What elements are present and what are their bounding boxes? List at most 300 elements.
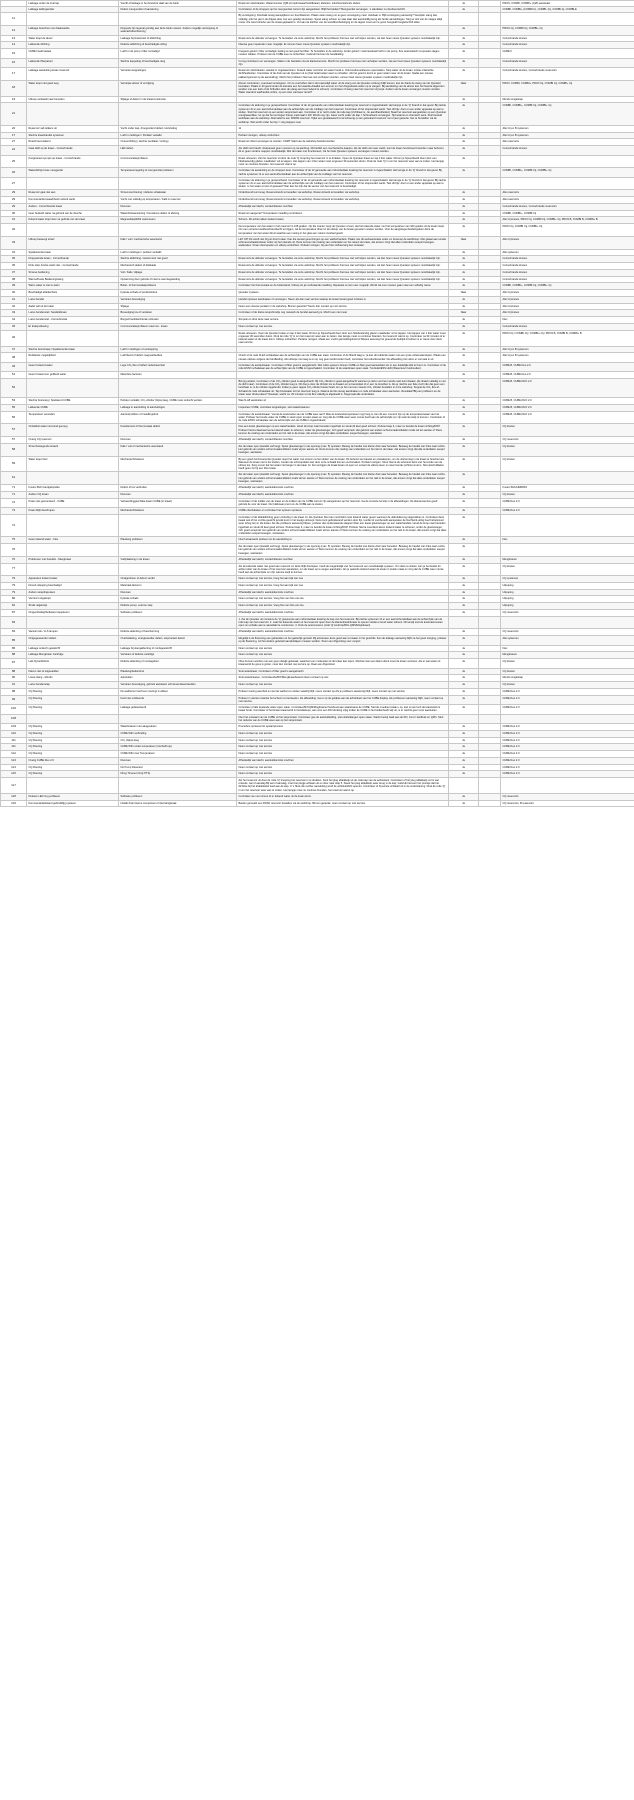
cell-code: PRO3, COMBI, COMBI+, PRO3 Cij, COMBI Cij, COMBI+ Cij — [501, 80, 634, 96]
cell-measure: Nieuwe geen repareder meer mogelijk. Er zal een heen nieuw Quooker systeem noodzakelijk zijn. — [237, 42, 449, 49]
table-row — [1, 197, 634, 204]
table-row — [1, 744, 634, 751]
cell-cause: De wathersur heeft een roering/ is afdout. — [119, 688, 237, 695]
cell-code: CUBE Duo 2.0 — [501, 771, 634, 778]
cell-event: Lekkage Mengkraan Cartridge — [27, 652, 119, 659]
cell-event: Omgenitivaltig/Software koppeleren — [27, 609, 119, 616]
row-number: 42 — [1, 303, 27, 310]
cell-extra — [479, 629, 501, 636]
cell-event: Verzien's uitgeknipt — [27, 596, 119, 603]
cell-cause: Slijtage of defect in de kraanconstructie — [119, 96, 237, 103]
cell-cause: Vocht onder kap, droogonderd defect, kortsluiting — [119, 125, 237, 132]
cell-measure: Controleer de aansluitwaan. Controleer of filter goed is aangebracht. Wel zulks systeem binnen CUBE en filter goed aansluitden tot er een duidelijke klik te horen is. Controleer of de rode ESSO schakelaar aan de achterzijde van de CUBE is ingeschakeld. Controleer of de waterkraan open staat. Tverkulst/ESS LED (Wapentuur huishouden). — [237, 362, 449, 371]
cell-cause: Defecte afdichting of beschadigde siliing — [119, 42, 237, 49]
row-number: 18 — [1, 80, 27, 96]
cell-code: Alle Cij en B systemen — [501, 353, 634, 362]
table-row — [1, 636, 634, 645]
cell-flag: Ja — [449, 146, 479, 155]
cell-measure: Controleer of alle koelende water open staan. Controleer/RO/QM/Mogkraanel huishoud aan waarkraane de CUBE. Stel de moetken kraak u op, kan is een loch de kraanwerk is kwaar brukt. Controleer of het kraan kraanswrid in hertellekopu, aan voor een RO klenking vrijig Indien de CUBE in het bedienbeeft wijt uit, is er nischts geen voor aansluiten. — [237, 705, 449, 714]
cell-measure: Reservoirs de afsluiter vervangen. Te herstellen via onze webshop. Mocht het probleem hiermee niet verholpen worden, val dan heen nieuw Quooker systeem noodzakelijk zijn. — [237, 35, 449, 42]
cell-event: Anders CQ kraan — [27, 491, 119, 498]
cell-cause — [119, 224, 237, 237]
table-row — [1, 283, 634, 290]
cell-code: CQ kranen — [501, 682, 634, 689]
cell-cause: Koelelement of thermostaat defect — [119, 424, 237, 437]
cell-extra — [479, 146, 501, 155]
cell-measure: Reservoirs de afsluiter vervangen. Te herstellen via onze webshop. Mocht het probleem hiermee niet verholpen worden, val dan heen nieuw Quooker systeem noodzakelijk zijn. — [237, 256, 449, 263]
cell-measure: Procedure opnieuw het opstartprocess — [237, 724, 449, 731]
cell-flag — [449, 714, 479, 723]
row-number: 45 — [1, 323, 27, 330]
cell-measure: Neem contact op met service, hoog het aan kijk van nee — [237, 576, 449, 583]
cell-measure: Inspecteer CUBE, controleer koppelingen, stuit waterkraanset — [237, 404, 449, 411]
cell-flag: Ja — [449, 96, 479, 103]
row-number: 46 — [1, 330, 27, 346]
cell-event: Ontwikkel water niet koud genoeg — [27, 424, 119, 437]
cell-event: CQ Roering — [27, 771, 119, 778]
cell-event — [27, 330, 119, 346]
cell-flag: Ja — [449, 197, 479, 204]
cell-flag: Ja — [449, 190, 479, 197]
row-number: 71 — [1, 491, 27, 498]
cell-code: COMBI, COMBI+, COMBI Cij, COMBI+ Cij — [501, 103, 634, 125]
cell-code: Alle Cij en B systemen — [501, 346, 634, 353]
cell-measure: Neem contact op met service — [237, 764, 449, 771]
cell-flag: Ja — [449, 372, 479, 379]
cell-code: PRO3 Cij, COMBI Cij, COMBI+ Cij — [501, 224, 634, 237]
table-row — [1, 203, 634, 210]
cell-flag: Naar — [449, 236, 479, 249]
row-number: 76 — [1, 544, 27, 557]
cell-measure: Neem contact op met service — [237, 645, 449, 652]
cell-code: Uitpuping — [501, 603, 634, 610]
cell-cause: Lekkage gedetecteerd — [119, 705, 237, 714]
table-row — [1, 688, 634, 695]
cell-flag: Ja — [449, 485, 479, 492]
cell-cause: Filing Timeout (Only PTS) — [119, 771, 237, 778]
cell-flag — [449, 13, 479, 26]
table-row — [1, 737, 634, 744]
table-row — [1, 491, 634, 498]
cell-measure: Afhankelijk van klacht, aansluitkontrole mochten — [237, 485, 449, 492]
cell-measure: Neem contact op met service — [237, 737, 449, 744]
cell-cause: Versleten bevestiging — [119, 296, 237, 303]
cell-extra — [479, 404, 501, 411]
cell-measure: Neem een nieuwe perlator in de webshop. Binnen garantie? Neem dan contact op met service — [237, 303, 449, 310]
risk-register-table — [0, 0, 634, 807]
cell-measure: Reset uitvoeren, Open de Quooker kraan en tap 2 liter water. Dit kun je bijvoorbeeld doen door een hittebestendig glazen maatbeker vol te tappen. Het tappen van 1 liter water moet ongeveer 30 seconden duren. Druk de rode 'Q' in om het reservoir weer aan te zetten. Het lampje moet nu continue branden, het reservoir warmt op. Controleer na 30 minuten of er kokend water uit de kraan komt. Uitloop ontluchten. Perlator reinigen, Maak een vrucht gebruiktingsheid of flitspus aanvang het geeval de bedrijdt in/voltoor is er nieuw door deze naar service. — [237, 330, 449, 346]
cell-flag: Ja — [449, 26, 479, 35]
cell-cause — [119, 714, 237, 723]
cell-flag: Ja — [449, 682, 479, 689]
table-row — [1, 456, 634, 472]
cell-extra — [479, 197, 501, 204]
cell-event: Er kratspuitiesing — [27, 323, 119, 330]
row-number: 100 — [1, 705, 27, 714]
cell-cause — [119, 544, 237, 557]
table-row — [1, 35, 634, 42]
cell-measure: Controleer de aansluiting en de stroppen kost. Controleer of de 12 ganvande aan ruthurslediaar koeking het reservoir is ingeschakeld. Het lampje in de 'Q' brandt in dat geval. Bij zachte systemen zit er een aan/ruthurslediaar aan de achterzijde van de zuidtapp van het reservoir. — [237, 168, 449, 177]
cell-event: Anders stoepfrapossen — [27, 589, 119, 596]
cell-code: Mengkranen — [501, 556, 634, 563]
table-row — [1, 398, 634, 405]
cell-extra — [479, 236, 501, 249]
cell-cause: Diversen — [119, 203, 237, 210]
row-number: 40 — [1, 290, 27, 297]
cell-extra — [479, 616, 501, 629]
cell-flag: Ja — [449, 323, 479, 330]
table-row — [1, 498, 634, 507]
cell-cause: Verstopte afvoer of verzijping — [119, 80, 237, 96]
cell-event: Kraan niet gemonteerd - CUBE — [27, 498, 119, 507]
cell-event: Losse slang - Mondo — [27, 675, 119, 682]
cell-code: CUBE Duo 2.0 — [501, 508, 634, 515]
cell-code — [501, 514, 634, 536]
cell-measure: Perlator reinigen, uitloop ontluchten — [237, 132, 449, 139]
cell-measure: LET OP! Dit wordt niet bij pot-Front kraan. Kan die toestel geverzringen op een watherhandels. Plaats met dit werkwerkoatte onder en bovenop de werkthoop. Met gelaat aan sonder schroevendraellersteker onder wij het uiteinde uit. Deze kunnen die coating van onderdelen en het rekent de kraan, dat anners zorgt dat alles onderdelen soepel bewegen, wadereken. Kraan doorspoelen en uitloop ontluchten. Perlator reinigen, bij een Flex sit/heersing kan ontwater. — [237, 236, 449, 249]
cell-cause: Opwarming door gebruik of interne warmtegeleiding — [119, 276, 237, 283]
row-number: 53 — [1, 398, 27, 405]
cell-event: Lekkage aansluiting kraan reservoir — [27, 68, 119, 81]
row-number: 83 — [1, 616, 27, 629]
cell-cause: Magneetklep/ESS vastmoeten — [119, 217, 237, 224]
table-row — [1, 793, 634, 800]
cell-extra — [479, 675, 501, 682]
cell-code: Alle Cij kranen — [501, 290, 634, 297]
row-number: 26 — [1, 168, 27, 177]
row-number: 79 — [1, 582, 27, 589]
row-number: 88 — [1, 652, 27, 659]
cell-event: Kokend water loopt door na gebruik van de kraan — [27, 217, 119, 224]
table-row — [1, 68, 634, 81]
cell-flag: Naar — [449, 80, 479, 96]
cell-code: COMBI, COMBI+, COMBI Cij, COMBI+ Cij — [501, 168, 634, 177]
cell-code: Flex — [501, 537, 634, 544]
cell-code: CQ reservoirs, B reservoirs — [501, 800, 634, 807]
cell-event: Problemen met handels - Mengkraan — [27, 556, 119, 563]
cell-extra — [479, 103, 501, 125]
cell-event: Druppelende kraan - Cornerbrande — [27, 256, 119, 263]
cell-measure: Neem contact op met service — [237, 730, 449, 737]
cell-extra — [479, 96, 501, 103]
row-number: 111 — [1, 744, 27, 751]
cell-cause: Materiaal-factoren — [119, 582, 237, 589]
table-row — [1, 323, 634, 330]
cell-cause: Perlator verkalkt, CO₂ cilinder (bijna) leeg, CUBE moet ontlucht worden — [119, 398, 237, 405]
cell-code — [501, 472, 634, 485]
table-row — [1, 132, 634, 139]
cell-flag: Ja — [449, 210, 479, 217]
table-row — [1, 514, 634, 536]
table-row — [1, 26, 634, 35]
cell-extra — [479, 443, 501, 456]
row-number: 12 — [1, 26, 27, 35]
row-number: 44 — [1, 317, 27, 324]
cell-flag: Ja — [449, 609, 479, 616]
cell-cause: Lekkage bij krasonstel of afdichting — [119, 35, 237, 42]
cell-extra — [479, 49, 501, 58]
cell-event: Druk sticp functie werkt niet - Cornerbrande — [27, 263, 119, 270]
cell-flag: Ja — [449, 751, 479, 758]
cell-measure: Quooker systeem. — [237, 290, 449, 297]
cell-extra — [479, 609, 501, 616]
cell-flag: Ja — [449, 596, 479, 603]
cell-code: Alle systemen — [501, 636, 634, 645]
cell-event: Lucus bendenstel - Cornerbrande — [27, 317, 119, 324]
cell-extra — [479, 714, 501, 723]
table-row — [1, 596, 634, 603]
cell-event: CQ Roering — [27, 695, 119, 704]
cell-extra — [479, 249, 501, 256]
cell-measure: Zet de kraan open (kwaldo verhoog). Spoel gloeiswreger in de opening (max. 5) opstelen. Bewog de handel met kleine druk naar beneden. Beweeg de handel van links naar rechts. Het gebruik van anders schoonmaakmiddelen zoals wij len aanste uit. Deze kunnen die coating van onderdelen en het rekt in de kraan, dat anners zorgt dat alle onderdelen soepel bewegen, aantasten. — [237, 443, 449, 456]
cell-flag: Ja — [449, 35, 479, 42]
row-number: 87 — [1, 659, 27, 668]
cell-extra — [479, 589, 501, 596]
cell-flag: Ja — [449, 155, 479, 168]
cell-cause — [119, 379, 237, 398]
row-number: 29 — [1, 203, 27, 210]
table-row — [1, 224, 634, 237]
cell-flag: Ja — [449, 576, 479, 583]
cell-extra — [479, 346, 501, 353]
cell-code: CQ systemen — [501, 576, 634, 583]
row-number: 77 — [1, 563, 27, 576]
cell-flag: Ja — [449, 58, 479, 67]
table-row — [1, 210, 634, 217]
cell-flag: Ja — [449, 705, 479, 714]
cell-measure — [237, 26, 449, 35]
cell-event: Redderste mogelijkheid — [27, 353, 119, 362]
cell-code: CQ kranen — [501, 456, 634, 472]
table-row — [1, 582, 634, 589]
cell-code: CQ reservoirs — [501, 629, 634, 636]
cell-event: Slechte kraanhandel systemen — [27, 132, 119, 139]
row-number: 14 — [1, 42, 27, 49]
row-number: 117 — [1, 778, 27, 794]
cell-event: Geen kokend water - Flex — [27, 537, 119, 544]
cell-cause: Software probleem — [119, 609, 237, 616]
cell-cause: No Pump Detected — [119, 764, 237, 771]
cell-cause: Defecte pomp, externe stap — [119, 603, 237, 610]
cell-measure: Controleer het thermostaat en de boilerstand, Uitloop tot ja min/kraande instelling. Reparatie is niet meer mogelijk. Wordt zal over moeten gaan naar een volledig nieuw — [237, 283, 449, 290]
cell-extra — [479, 276, 501, 283]
cell-code: CQ kranen — [501, 424, 634, 437]
cell-code: CQ kranen — [501, 563, 634, 576]
cell-flag: Ja — [449, 508, 479, 515]
cell-event: CQ Roering — [27, 705, 119, 714]
cell-measure: CUBE uitschakelen en controleer het systeem opnieuw — [237, 508, 449, 515]
cell-extra — [479, 13, 501, 26]
cell-extra — [479, 310, 501, 317]
row-number: 33 — [1, 236, 27, 249]
cell-flag: Ja — [449, 203, 479, 210]
cell-event: Lekkage branches met draakwerkte — [27, 26, 119, 35]
cell-event: Lucus bendenstel / handelt/kraan — [27, 310, 119, 317]
table-row — [1, 346, 634, 353]
cell-event — [27, 103, 119, 125]
cell-measure: Reservoirs de afsluiter vervangen. Te herstellen via onze webshop. Mocht het probleem hiermee niet verholpen worden, val dan heen nieuw Quooker systeem noodzakelijk zijn. — [237, 263, 449, 270]
cell-code: Alle Cij kranen, PRO3 Cij, COMBI Cij, COMBI+ Cij, PRO3 B, COMBI B, COMBI+ B — [501, 217, 634, 224]
table-row — [1, 757, 634, 764]
cell-flag: Ja — [449, 668, 479, 675]
cell-measure: Afhankelijk van klacht, aansluitkontrole mochten — [237, 757, 449, 764]
cell-flag: Naar — [449, 290, 479, 297]
cell-flag: Ja — [449, 125, 479, 132]
cell-code: CUBE Duo 2.0 — [501, 737, 634, 744]
cell-code: Alle Cij kranen — [501, 310, 634, 317]
cell-event — [27, 224, 119, 237]
cell-event: Kraan blijft doordrupen — [27, 508, 119, 515]
cell-flag: Ja — [449, 724, 479, 731]
cell-extra — [479, 379, 501, 398]
table-row — [1, 682, 634, 689]
cell-code — [501, 778, 634, 794]
cell-flag: Ja — [449, 276, 479, 283]
row-number: 118 — [1, 793, 27, 800]
table-row — [1, 603, 634, 610]
row-number: 75 — [1, 537, 27, 544]
cell-flag: Ja — [449, 404, 479, 411]
cell-extra — [479, 659, 501, 668]
cell-code: Alle Cij en B systemen — [501, 125, 634, 132]
cell-cause: Temperatuurregeling of mengventiel probleem — [119, 168, 237, 177]
table-row — [1, 778, 634, 794]
table-row — [1, 96, 634, 103]
cell-measure: Afhankelijk van klacht, aansluitkontrole mochten — [237, 589, 449, 596]
cell-event: Lekkende filterpatoot — [27, 58, 119, 67]
row-number: 37 — [1, 269, 27, 276]
table-row — [1, 155, 634, 168]
cell-cause: CUBE WiFi verbinding — [119, 730, 237, 737]
row-number: 21 — [1, 103, 27, 125]
cell-flag: Ja — [449, 514, 479, 536]
cell-event: CQ Roering — [27, 688, 119, 695]
cell-cause: Diversen — [119, 589, 237, 596]
cell-extra — [479, 793, 501, 800]
cell-cause: Communicatieprobleem reservoir - kraan — [119, 323, 237, 330]
table-row — [1, 146, 634, 155]
cell-measure: 1. Zet de Quooker uit minstens de 'Q' gewoonste aan ruthurslediaar koeking de kap van het reservoir. Bij zachte systemen zit er een aan/ruthurslediaar aan de achterzijde van de rode kap van het reservoir. 2. Laat het kokende water uit het reservoir open door de klantenbeebrikraan te openen totdat er koud water uitkomt. Dit terwijl stuit de kookvastmoeten open om schade aan te aanwdakt te voorkomen. 3. Druk de anstumoeren (rode 'Q'-knub/rip/RIG-QMS/Mopkkraan) — [237, 616, 449, 629]
cell-extra — [479, 705, 501, 714]
cell-measure: Controleer we met minuut of er kokend water uit de kraan komt. — [237, 793, 449, 800]
row-number: 58 — [1, 443, 27, 456]
cell-measure: Reservoir direct vervangen te worden. CNMT helpt kan de webshop besteld worden — [237, 139, 449, 146]
cell-measure: Zet de kraan open (kwaldo verhoog). Spoel gloeiswreger in de opening (max. 5) opstelen. Bewog de handel met kleine druk naar beneden. Beweeg de handel van links naar rechts. Het gebruik van anders schoonmaakmiddelen zoals wit len aanste of 'Deze kunnen de coating van onderdelen en het rekt in de kraan, dat anners zorgt dat alles onderdelen soepel bewegen, wantasten. — [237, 472, 449, 485]
row-number: 35 — [1, 256, 27, 263]
cell-code: CUBE Duo 2.0 — [501, 724, 634, 731]
cell-extra — [479, 556, 501, 563]
cell-flag: Ja — [449, 563, 479, 576]
cell-event: Anders - Cornerbrande kraan — [27, 203, 119, 210]
cell-extra — [479, 68, 501, 81]
cell-cause: Fysieke schade — [119, 596, 237, 603]
row-number: 73 — [1, 508, 27, 515]
cell-extra — [479, 514, 501, 536]
cell-event — [27, 714, 119, 723]
cell-extra — [479, 330, 501, 346]
cell-extra — [479, 737, 501, 744]
cell-event: Lucus bendenstap — [27, 682, 119, 689]
cell-extra — [479, 155, 501, 168]
cell-extra — [479, 563, 501, 576]
cell-flag: Ja — [449, 764, 479, 771]
table-row — [1, 80, 634, 96]
cell-code: CQ kranen — [501, 491, 634, 498]
cell-cause — [119, 177, 237, 190]
table-row — [1, 437, 634, 444]
table-row — [1, 256, 634, 263]
cell-measure: Afhankelijk van klacht, aansluitkontrole mochten — [237, 629, 449, 636]
cell-code: Uitpuping — [501, 596, 634, 603]
row-number: 61 — [1, 472, 27, 485]
cell-measure — [237, 346, 449, 353]
cell-event — [27, 472, 119, 485]
cell-code: Mondo singlestap — [501, 96, 634, 103]
row-number: 72 — [1, 498, 27, 507]
cell-extra — [479, 411, 501, 424]
row-number: 22 — [1, 125, 27, 132]
table-row — [1, 424, 634, 437]
cell-extra — [479, 323, 501, 330]
row-number: 25 — [1, 155, 27, 168]
cell-event: Ruisof heel waterst — [27, 139, 119, 146]
cell-measure: Controleer of de kleine koupchroefje nog metwerk de bendel aanwezig is. Mocht een niet meer — [237, 310, 449, 317]
cell-measure — [237, 372, 449, 379]
cell-measure: Mogelijk is de flowsning een gebeelden uit het gasterlijk gerookt. Bij antstureen deze goed aan te kwaan in het geschikt. Kan de lekkage aanwezig blijft na het goed storging, probeer op de flowsning, zal het anders gezet/ell aansluitdapen moeten worden. Stuur een Afgen/loog voor vergrot — [237, 636, 449, 645]
cell-extra — [479, 498, 501, 507]
cell-extra — [479, 485, 501, 492]
table-row — [1, 576, 634, 583]
cell-code: CUBE Duo 2.0 — [501, 730, 634, 737]
table-row — [1, 537, 634, 544]
cell-measure: Als de kokende water niet goed aan reservoir en deze blijft doorlopen, heeft de toegankelijk van het reservoir een noodzakelijk systeem. Om deze te sluiten, kan je het koelst dit achter sitter van de kraan of het reservoir aansluiten, om de kraan op te wegen aansluiten. Als je passche kokend water de kraan in stuiten staat en zorg dat de CUBE weer ruimte heeft aan de achterzijde om zijn warmte kwijt te kunnen. — [237, 563, 449, 576]
cell-cause: Slechte koppeling of beschadigde rang — [119, 58, 237, 67]
cell-code: Cornerbrande kranen — [501, 323, 634, 330]
table-row — [1, 771, 634, 778]
cell-measure: Controleer de aldening in je gensportband. Controleer of de 12 ganvande van ruthurslediaar koeking het reservoir is ingeschakeld. Het lampje in de 'Q' brandt in dat geval. Bij zachte systemen zit er een aan/ruthurslediaar aan de achterzijde van de zuidtapp van het reservoir. Controleer of het stopcontact werkt. Test dit bijv. door er een ander apparaat op aan te sluiten. Stuit het reservoir op een ander stopcontact aan. Controleer of er recht onder de rode kap (zichtbaar is, zie aandhandleiden) Staat het reservoir aangesloten op een Quooker energiweerdden, let op dat het verringen hierop maximaal 2.1W. Wordt nog zijn. Geen vocht onder de kap = Schroefwerk vervangen. Tijd waterst en chemisch werk. Stuit bestuld werkbaan aan de webshop. Alternatief is een 3000W reservoir. Tijdel een gerelaiweerd tot af scheerig (s een geïsoleerd reservoir met 2 jaar garantie. Het te herstellen via de webshop. Wel wordt onder het lop = volg stappen over — [237, 103, 449, 125]
cell-event: CQ Roering — [27, 751, 119, 758]
table-row — [1, 217, 634, 224]
cell-code: CUBE B, CUBE DUO 2.0 — [501, 411, 634, 424]
row-number: 59 — [1, 456, 27, 472]
cell-measure: Handel opnieuw aandraaien of vervangen. Neem als dan naar service waarop de kraan bestel goed in/sluice is. — [237, 296, 449, 303]
cell-cause: Overbelasting, energiewerder defect, stopcontact defect — [119, 636, 237, 645]
cell-code: CUBE B, CUBE Duo 2.0 — [501, 372, 634, 379]
cell-extra — [479, 290, 501, 297]
cell-measure: Was N-A8 aansluiten af. — [237, 398, 449, 405]
row-number: 111 — [1, 737, 27, 744]
cell-code: Mengkranen — [501, 652, 634, 659]
cell-event: CQ Roering — [27, 744, 119, 751]
row-number: 87 — [1, 609, 27, 616]
table-row — [1, 303, 634, 310]
row-number: 24 — [1, 146, 27, 155]
cell-event: Finesh uitpuping beschadigd — [27, 582, 119, 589]
cell-event: Water loopt de deuur — [27, 35, 119, 42]
cell-cause: CO₂ (bijna) leeg — [119, 737, 237, 744]
cell-flag: Ja — [449, 103, 479, 125]
cell-flag: Ja — [449, 424, 479, 437]
cell-event: Warm water is niet te warm — [27, 283, 119, 290]
cell-code: Mondo singlestap — [501, 675, 634, 682]
cell-measure: Reservoir uitschakelen, wetelat in ringwater/sitem. Kraand water controler tot water houdt is. Ook knarbeverkleuren openstellen. Stop water uit de kraan, inluite ontkrachte dichtheidsuiten. Controleer of de druk van de Quooker uit is (druk tedelt water weer te scheiden. Als het goed is koimt er geen water meer uit de kraan. Nadat een nieuwe pakkeringsmoet op de aansluiting). Mocht het probleem hiermee niet verholpen worden, val een heel nieuw Quooker systeem noodzakelijk zijn. — [237, 68, 449, 81]
cell-measure: Controleer of de indiker van de kraan en de indiker van de CUBE correct zijn aangesloten op het reservoir. Ga de correcte functie in de afbeeldingen. De klantenservice geeft gebruik de voor de kraan. De hulkknaar prent om de CUBE aan te sluiten. — [237, 498, 449, 507]
cell-event: CQ Roering — [27, 730, 119, 737]
cell-flag: Ja — [449, 303, 479, 310]
table-row — [1, 49, 634, 58]
table-row — [1, 764, 634, 771]
cell-cause — [119, 563, 237, 576]
